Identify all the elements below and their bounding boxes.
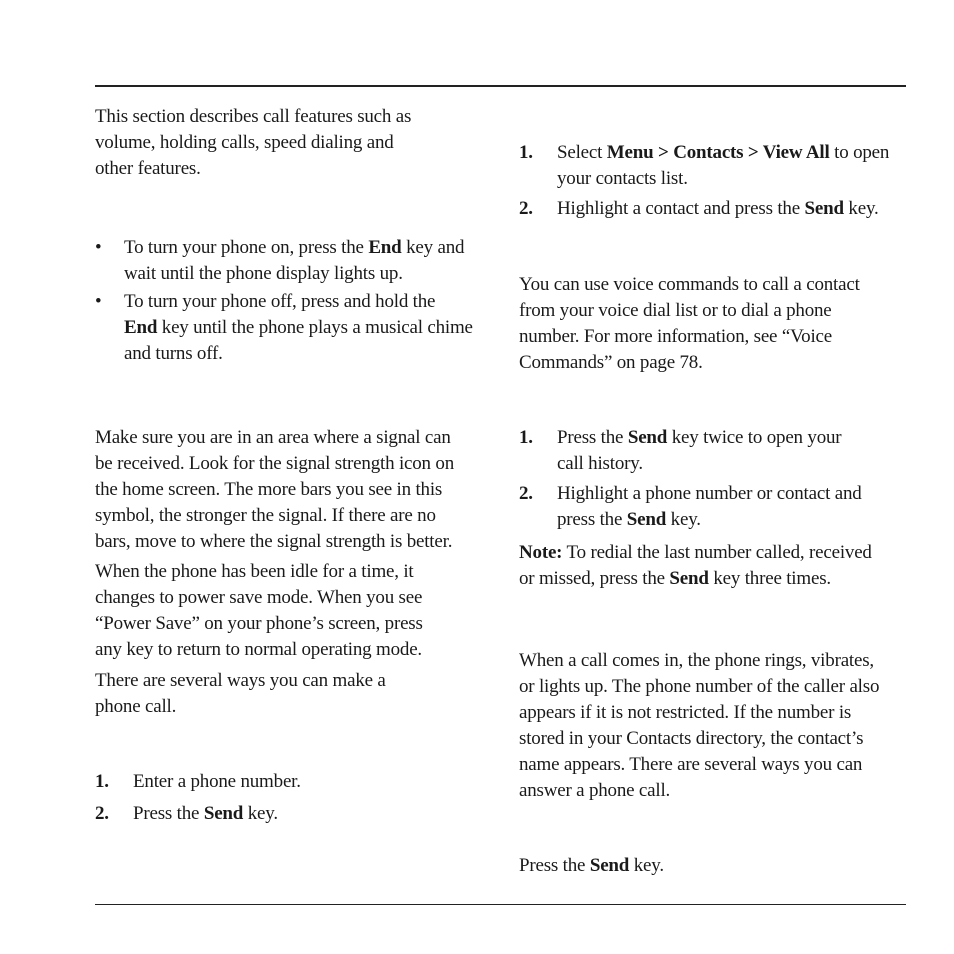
voice-line: number. For more information, see “Voice — [519, 326, 832, 347]
text: key. — [843, 198, 879, 219]
incoming-line: When a call comes in, the phone rings, vibrates, — [519, 650, 874, 671]
answer-instruction — [519, 853, 909, 879]
voice-paragraph — [519, 272, 909, 376]
step-text — [557, 140, 909, 166]
signal-line: Make sure you are in an area where a signal can — [95, 427, 451, 448]
ways-paragraph — [95, 668, 495, 720]
incoming-line: name appears. There are several ways you can — [519, 754, 863, 775]
step-text: your contacts list. — [557, 168, 688, 189]
intro-line: other features. — [95, 158, 201, 179]
signal-line: the home screen. The more bars you see in this — [95, 479, 443, 500]
bottom-rule — [95, 904, 906, 905]
end-key-label: End — [368, 237, 402, 258]
step-item — [519, 196, 909, 222]
answer-line — [519, 853, 909, 879]
step-number: 2. — [519, 483, 533, 504]
incoming-line: answer a phone call. — [519, 780, 671, 801]
send-key-label: Send — [669, 568, 709, 589]
text: or missed, press the — [519, 568, 670, 589]
text: Select — [557, 142, 607, 163]
text: Press the — [133, 803, 204, 824]
menu-path: Menu > Contacts > View All — [606, 142, 830, 163]
intro-line: volume, holding calls, speed dialing and — [95, 132, 394, 153]
signal-line: symbol, the stronger the signal. If there are no — [95, 505, 436, 526]
step-text: Enter a phone number. — [133, 771, 301, 792]
power-on-item — [95, 235, 495, 287]
incoming-line: stored in your Contacts directory, the contact’s — [519, 728, 864, 749]
step-item — [95, 801, 495, 827]
step-number: 2. — [95, 803, 109, 824]
step-text — [557, 507, 909, 533]
note-line — [519, 566, 909, 592]
step-number: 1. — [519, 427, 533, 448]
send-key-label: Send — [627, 427, 668, 448]
send-key-label: Send — [203, 803, 244, 824]
send-key-label: Send — [589, 855, 630, 876]
power-save-paragraph — [95, 559, 495, 663]
text: key twice to open your — [667, 427, 842, 448]
make-call-steps — [95, 769, 495, 827]
text: Highlight a contact and press the — [557, 198, 805, 219]
send-key-label: Send — [626, 509, 667, 530]
incoming-paragraph — [519, 648, 909, 804]
signal-line: be received. Look for the signal strength icon on — [95, 453, 455, 474]
step-number: 2. — [519, 198, 533, 219]
step-item — [519, 140, 909, 192]
send-key-label: Send — [804, 198, 844, 219]
power-off-line: and turns off. — [124, 343, 223, 364]
end-key-label: End — [124, 317, 158, 338]
step-number: 1. — [95, 771, 109, 792]
redial-note — [519, 540, 909, 592]
step-number: 1. — [519, 142, 533, 163]
contacts-steps — [519, 140, 909, 222]
text: key until the phone plays a musical chime — [157, 317, 473, 338]
redial-steps — [519, 425, 909, 533]
step-item — [95, 769, 495, 795]
step-text — [557, 425, 909, 451]
text: Press the — [557, 427, 628, 448]
power-on-line: wait until the phone display lights up. — [124, 263, 403, 284]
note-label: Note: — [519, 542, 563, 563]
incoming-line: appears if it is not restricted. If the number is — [519, 702, 852, 723]
ways-line: There are several ways you can make a — [95, 670, 386, 691]
text: to open — [829, 142, 890, 163]
voice-line: from your voice dial list or to dial a phone — [519, 300, 832, 321]
step-text: call history. — [557, 453, 643, 474]
text: To turn your phone on, press the — [124, 237, 369, 258]
bullet-icon: • — [95, 291, 102, 312]
ways-line: phone call. — [95, 696, 177, 717]
step-text — [133, 801, 495, 827]
step-item — [519, 481, 909, 533]
power-on-line — [124, 235, 495, 261]
text: key. — [629, 855, 664, 876]
power-save-line: “Power Save” on your phone’s screen, press — [95, 613, 423, 634]
top-rule — [95, 85, 906, 87]
voice-line: Commands” on page 78. — [519, 352, 703, 373]
text: Press the — [519, 855, 590, 876]
step-text — [557, 196, 909, 222]
power-save-line: any key to return to normal operating mode. — [95, 639, 422, 660]
step-item — [519, 425, 909, 477]
text: key and — [401, 237, 465, 258]
bullet-icon: • — [95, 237, 102, 258]
incoming-line: or lights up. The phone number of the caller also — [519, 676, 880, 697]
power-save-line: changes to power save mode. When you see — [95, 587, 423, 608]
power-bullets — [95, 235, 495, 367]
power-off-item — [95, 289, 495, 367]
voice-line: You can use voice commands to call a contact — [519, 274, 860, 295]
signal-line: bars, move to where the signal strength is better. — [95, 531, 453, 552]
text: key. — [666, 509, 701, 530]
power-save-line: When the phone has been idle for a time, it — [95, 561, 414, 582]
text: press the — [557, 509, 627, 530]
text: key three times. — [708, 568, 831, 589]
note-line — [519, 540, 909, 566]
power-off-line: To turn your phone off, press and hold the — [124, 291, 436, 312]
power-off-line — [124, 315, 495, 341]
intro-line: This section describes call features such as — [95, 106, 412, 127]
text: key. — [243, 803, 278, 824]
text: To redial the last number called, received — [562, 542, 872, 563]
intro-paragraph — [95, 104, 475, 182]
signal-paragraph — [95, 425, 495, 555]
step-text: Highlight a phone number or contact and — [557, 483, 862, 504]
